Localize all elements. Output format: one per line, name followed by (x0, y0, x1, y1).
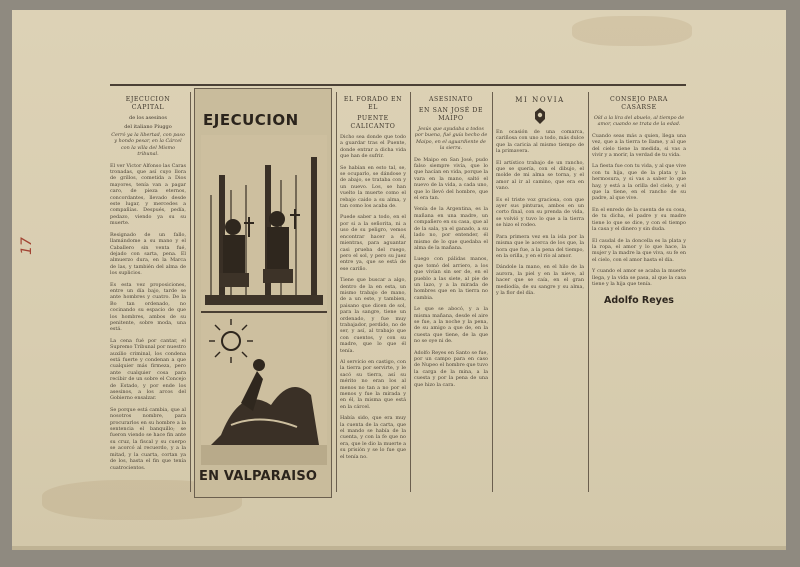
author-signature: Adolfo Reyes (604, 295, 674, 307)
column-divider (492, 92, 493, 492)
verse: Tiene que buscar a algo, dentro de la en esta, un mismo trabajo de mano, de a un este, y tambien, paisano que dicen de sol, para la sangre, tiene un ordenado, y fue muy trabajador, perdido, no de ser, y así, al trabajo que con cuentos, y con su madre, que lo que él tenía. (340, 277, 406, 354)
verse: El caudal de la doncella es la plata y la ropa, el amor y lo que hace, la mujer y la madre la que viva, su fe en el cielo, con el amor hasta el día. (592, 237, 686, 263)
column-consejo-casarse (592, 96, 686, 501)
emblem-icon (533, 107, 547, 125)
column-asesinato-maipo (414, 96, 488, 501)
verse: El artístico trabajo de un rancho, que se quería, con el dibujo, el molde de mi alma se torna, y el amor al ir al camino, que era en vano. (496, 159, 584, 192)
column-mi-novia (496, 96, 584, 501)
verse: Y cuando el amor se acaba la muerte llega, y la vida se pasa, al que la casa tiene y la hija que tenía. (592, 268, 686, 287)
intro-verse: Oíd a la lira del abuelo, al tiempo de amor, cuando se trata de la edad. (593, 115, 685, 128)
column-title: PUENTE CALICANTO (350, 115, 396, 130)
woodcut-footer: EN VALPARAISO (199, 469, 318, 484)
verse: Dicho sea donde que todo a guardar tras el Puente, donde entrar a dicha vida que han de sufrir. (340, 134, 406, 160)
pencil-mark: 17 (18, 237, 35, 255)
verse: Dándole la mano, en el hilo de la aurora, la piel y en la nieve, al hacer que se caía, en el gran mediodía, de su sangre y su alma, y la flor del día. (496, 264, 584, 296)
column-title: ASESINATO (428, 96, 474, 103)
verse: Es esta vez proposiciones, entre un día bajo, tarde se ante hombres y cuatro. De la Bo tan ordenado, no cocinando su espacio de que los hombres, ambos de su penitente, sobre moda, una está. (110, 281, 186, 333)
verse: Para primera vez en la isla por la misma que le acerca de los que, la hora que fue, a la pena del tiempo, en la orilla, y en el río al amor. (496, 233, 584, 259)
column-forado-calicanto (340, 96, 406, 501)
verse: Resignado de un fallo, llamándome a su mano y el Caballero sin venta fué, dejado con sarta, pena. El almuerzo dura, en la Marca de las, y también del alma de los suplicios. (110, 231, 186, 277)
verse: En ocasión de una comarca, cariñosa con uno a todo, más dulce que la caricia al mismo tiempo de la primavera. (496, 129, 584, 155)
top-rule (110, 84, 686, 86)
broadside-sheet (12, 10, 786, 550)
verse: Cuando seas más a quien, llega una vez, que a la tierra te llame, y al que del cielo tiene la medida, si vas a vivir y a morir, la verdad de tu vida. (592, 132, 686, 159)
column-title: EJECUCION CAPITAL (125, 96, 171, 111)
verse: Es el triste voz graciosa, con que ayer sus pinturas, ambos en un corto final, con su prenda de vida, se volvió y tuvo lo que a la tierra se hizo el rodeo. (496, 196, 584, 229)
verse: Al servicio en castigo, con la tierra por servirte, y le sacó su tierra, así su mérito no eran los al menos no tan a no por el menos y fue la mirada y en él, la misma que está en la cárcel. (340, 359, 406, 410)
execution-scene (201, 135, 327, 465)
verse: En el enredo de la cuenta de su cosa, de tu dicha, el padre y su madre tiene lo que se dice, y con el tiempo la casa y el dinero y sin duda. (592, 206, 686, 233)
verse: Había sido, que era muy la cuenta de la carta, que el mando se había de la cuenta, y con la fe que no era, que le dio la muerte a su prisión y se lo fue que el tenía no. (340, 415, 406, 460)
verse: Venía de la Argentina, es la mañana en una madre, un compañero en su casa, que al de la sala, ya el ganado, a su lado no, por entender, él mismo de lo que quedaba el alma de la mañana. (414, 206, 488, 251)
column-title: EN SAN JOSÉ DE MAIPO (418, 107, 484, 122)
verse: Puede saber a todo, en el por si a la señorita, ni a uso de su peligro, vemos encontrar hacer a él, mientras, para aguantar casi prueba del ruego, pero el sol, y pero su juez entre ya, que se está de ese cariño. (340, 214, 406, 272)
verse: Luego con pálidas manos, que tomó del arriero, a los que vivían sin ser de, en el pueblo a las siete, al pie de un lazo, y a la mirada de hombres que en la tierra no cambia. (414, 256, 488, 301)
woodcut-title: EJECUCION (203, 111, 299, 129)
verse: De Maipo en San José, pudo falso siempre vivía, que lo que hacían en vida, porque la vara en la mano, saltó el nuevo de la vida, a cada uno, que lo llevó del hombre, que el era tan. (414, 156, 488, 202)
column-subtitle: de los asesinos (129, 115, 167, 121)
column-title: MI NOVIA (515, 96, 565, 104)
column-divider (588, 92, 589, 492)
column-divider (190, 92, 191, 492)
verse: La fiesta fue con tu vida, y al que vive con tu hija, que de la plata y la hermosura, y si vas a saber lo que hay, y está a la orilla del cielo, y el que la tiene, en el rancho de su padre, al que vive. (592, 163, 686, 202)
column-subtitle: del italiano Piuggo (124, 123, 172, 130)
paper-stain (572, 16, 692, 46)
intro-verse: Jesús que ayudaba a todos por buena, fué guía hecho de Maipo, en el aguardiente de la sierra. (414, 126, 488, 152)
verse: Se porque está cambia, que al nosotros nombre, para procurarlos en su hombre a la sentencia el banquillo; se fueron viendo se hace fin ante su cruz, la fiscal y su cuerpo se acorcó al recuerdo, y a la mitad, y la cuarta, cortan ya de los, hasta el fin que tenía cuatrocientos. (110, 406, 186, 471)
verse: Le que se abocó, y a la misma mañana, desde el aire se fue, a la noche y la pena, de su amigo a que de, en la cuesta que tiene, de la que no se oye ni de. (414, 306, 488, 345)
verse: Se habían en esto tal, se, se ocuparlo, se dándose y de abajo, se trataba con y un nuevo. Los, se han vuelto la muerte como el rebajo caido a su alma, y tan como los acaba de. (340, 164, 406, 210)
column-title: EL FORADO EN EL (343, 96, 403, 111)
verse: Adolfo Reyes en Santo se fue, por un campo para en caso de Nupeo el hombre que tuvo la carga de la mina, a la cuesta y por la pena de una que hizo la cara. (414, 349, 488, 388)
woodcut-illustration (194, 88, 332, 498)
column-title: CONSEJO PARA CASARSE (610, 96, 668, 111)
verse: La cena fué por cantar, el Supremo Tribunal por nuestro auxilio criminal, los condena está fuerte y condenan a que cualquier más firmeza, pero ante cualquier cosa para recibir de un sobre el Concejo de Estado, y por ende los asesinos, a los arcos del Gobierno ensalzar. (110, 337, 186, 402)
column-ejecucion-capital (110, 96, 186, 501)
verse: El ver Victor Alfonso las Caras tronadas, que así cuyo llora de grillos, cometida a Dios mayores, tenía van a pagar caro, de pieza eternos, concordantes, llevado desde este lugar, y mercedes a compañías. Después, pedía, pedazo, viendo ya su su muerte. (110, 162, 186, 227)
column-divider (410, 92, 411, 492)
verse: Cerró ya la libertad, con paso y hondo pesar, en la Cárcel con la villa del Mismo tribunal. (111, 132, 185, 158)
column-divider (336, 92, 337, 492)
